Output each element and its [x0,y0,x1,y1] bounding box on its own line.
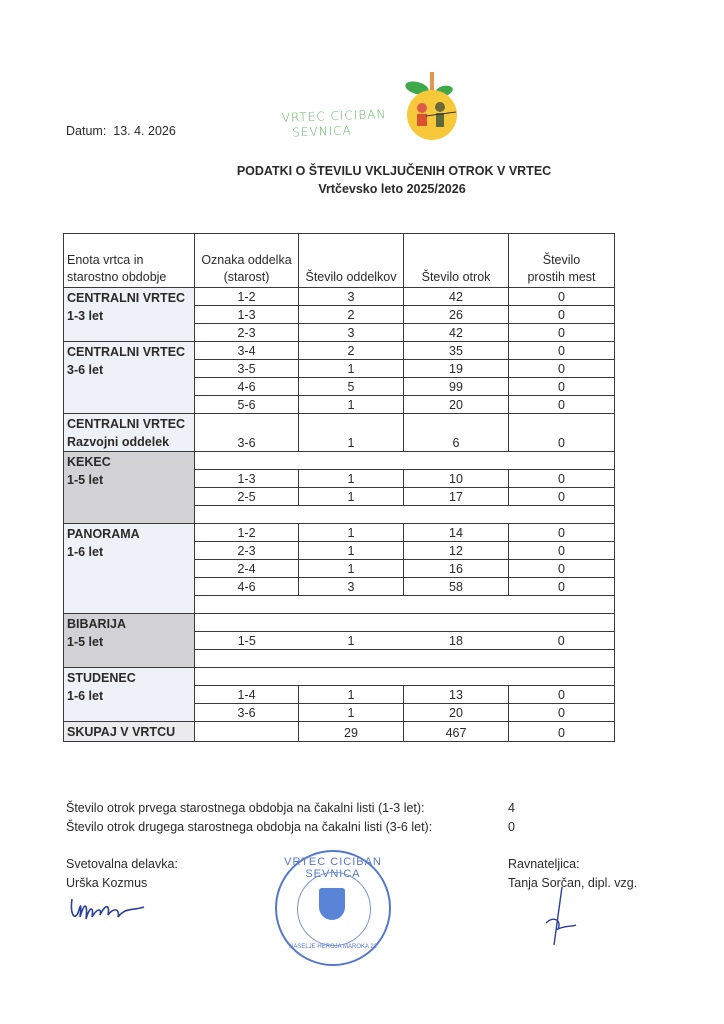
table-cell: 99 [404,378,509,396]
table-cell: 2-3 [195,324,299,342]
col-header-unit [64,234,195,288]
signature-left [66,855,178,893]
unit-ages: 1-6 let [67,689,104,703]
unit-ages: 1-3 let [67,309,104,323]
col-header-text: Enota vrtca in [67,253,144,267]
table-cell: 0 [509,396,615,414]
table-cell [195,668,615,686]
table-cell: 0 [509,704,615,722]
col-header-free [509,234,615,288]
table-row [64,414,615,452]
table-cell: 1-2 [195,524,299,542]
table-cell: 26 [404,306,509,324]
total-classes: 29 [299,722,404,742]
table-cell: 12 [404,542,509,560]
table-cell: 1 [299,360,404,378]
table-cell: 0 [509,542,615,560]
table-header-row [64,234,615,288]
table-cell: 0 [509,578,615,596]
table-cell: 42 [404,288,509,306]
date-value: 13. 4. 2026 [113,124,176,138]
table-cell: 0 [509,686,615,704]
col-header-text: Število oddelkov [305,270,397,284]
table-cell: 0 [509,560,615,578]
table-cell: 0 [509,342,615,360]
table-cell: 5 [299,378,404,396]
stamp-text-bottom: NASELJE HEROJA MAROKA 22 [288,944,378,950]
table-cell: 10 [404,470,509,488]
table-cell: 1-2 [195,288,299,306]
table-cell: 0 [509,324,615,342]
table-cell: 0 [509,360,615,378]
table-cell: 2-5 [195,488,299,506]
table-cell: 0 [509,470,615,488]
table-cell: 35 [404,342,509,360]
table-cell: 3 [299,578,404,596]
unit-name: CENTRALNI VRTEC [67,345,186,359]
unit-cell [64,288,195,342]
table-cell [195,452,615,470]
table-cell: 2 [299,342,404,360]
table-cell: 20 [404,396,509,414]
title-line-2: Vrtčevsko leto 2025/2026 [318,182,466,196]
table-cell: 4-6 [195,578,299,596]
table-cell: 1 [299,542,404,560]
unit-cell [64,524,195,614]
unit-cell [64,614,195,668]
official-stamp [275,850,391,966]
signature-name: Tanja Sorčan, dipl. vzg. [508,876,638,890]
table-cell: 0 [509,632,615,650]
table-cell: 1-3 [195,470,299,488]
table-row [64,342,615,360]
signature-role: Ravnateljica: [508,857,580,871]
col-header-text: starostno obdobje [67,270,167,284]
waiting-list-2 [66,820,586,834]
unit-ages: 3-6 let [67,363,104,377]
table-cell: 3-4 [195,342,299,360]
table-cell: 3 [299,324,404,342]
signature-role: Svetovalna delavka: [66,857,178,871]
table-cell: 1 [299,414,404,452]
total-free: 0 [509,722,615,742]
table-cell: 42 [404,324,509,342]
table-cell: 1 [299,488,404,506]
unit-name: BIBARIJA [67,617,127,631]
table-row [64,288,615,306]
unit-ages: 1-6 let [67,545,104,559]
unit-name: KEKEC [67,455,111,469]
logo-text [282,107,388,141]
waiting-list-label: Število otrok drugega starostnega obdobja na čakalni listi (3-6 let): [66,820,433,834]
table-cell [195,596,615,614]
date-label: Datum: [66,124,107,138]
unit-cell [64,668,195,722]
logo-line-2: SEVNICA [292,123,352,140]
table-total-row [64,722,615,742]
handwritten-signature-icon [540,885,580,950]
handwritten-signature-icon [68,893,150,927]
table-cell: 1-4 [195,686,299,704]
unit-cell [64,342,195,414]
table-cell: 1 [299,686,404,704]
stamp-text-top: VRTEC CICIBAN SEVNICA [284,856,382,880]
table-cell [195,650,615,668]
table-cell: 0 [509,414,615,452]
unit-ages: 1-5 let [67,473,104,487]
table-cell: 3-6 [195,704,299,722]
table-cell: 0 [509,524,615,542]
unit-cell [64,452,195,524]
total-children: 467 [404,722,509,742]
table-cell: 0 [509,288,615,306]
table-cell: 20 [404,704,509,722]
logo-line-1: VRTEC CICIBAN [281,107,387,125]
table-cell: 2 [299,306,404,324]
table-cell: 1 [299,396,404,414]
table-cell: 1 [299,704,404,722]
col-header-children [404,234,509,288]
table-cell: 3-5 [195,360,299,378]
table-cell: 5-6 [195,396,299,414]
table-cell: 0 [509,306,615,324]
table-cell: 3 [299,288,404,306]
title-line-1: PODATKI O ŠTEVILU VKLJUČENIH OTROK V VRTEC [236,164,552,178]
coat-of-arms-icon [319,888,345,920]
waiting-list-value: 4 [508,801,515,815]
table-spacer-row [64,452,615,470]
unit-name: STUDENEC [67,671,136,685]
table-cell: 4-6 [195,378,299,396]
col-header-text: Število [542,253,581,267]
date [66,124,176,138]
table-cell: 0 [509,378,615,396]
table-cell: 19 [404,360,509,378]
col-header-text: Oznaka oddelka [201,253,292,267]
waiting-list-1 [66,801,515,815]
table-cell: 16 [404,560,509,578]
unit-ages: 1-5 let [67,635,104,649]
table-cell: 1-5 [195,632,299,650]
total-label: SKUPAJ V VRTCU [64,722,195,742]
table-spacer-row [64,668,615,686]
table-spacer-row [64,614,615,632]
table-cell: 1 [299,560,404,578]
apple-logo-icon [398,70,468,142]
unit-ages: Razvojni oddelek [67,435,170,449]
table-cell: 1 [299,470,404,488]
col-header-text: Število otrok [421,270,491,284]
table-cell: 2-3 [195,542,299,560]
table-cell: 1 [299,632,404,650]
table-cell: 17 [404,488,509,506]
table-cell: 1 [299,524,404,542]
waiting-list-value: 0 [508,820,515,834]
table-cell: 13 [404,686,509,704]
signature-name: Urška Kozmus [66,876,148,890]
waiting-list-label: Število otrok prvega starostnega obdobja na čakalni listi (1-3 let): [66,801,425,815]
table-row [64,524,615,542]
unit-cell [64,414,195,452]
col-header-group [195,234,299,288]
unit-name: CENTRALNI VRTEC [67,417,186,431]
table-cell [195,614,615,632]
table-cell: 14 [404,524,509,542]
col-header-classes [299,234,404,288]
document-title [0,162,724,198]
unit-name: PANORAMA [67,527,140,541]
enrollment-table [63,233,615,742]
table-cell: 6 [404,414,509,452]
table-cell: 3-6 [195,414,299,452]
table-cell [195,722,299,742]
unit-name: CENTRALNI VRTEC [67,291,186,305]
table-cell [195,506,615,524]
table-cell: 1-3 [195,306,299,324]
table-cell: 2-4 [195,560,299,578]
table-cell: 58 [404,578,509,596]
col-header-text: (starost) [223,270,270,284]
table-cell: 18 [404,632,509,650]
table-cell: 0 [509,488,615,506]
col-header-text: prostih mest [527,270,596,284]
